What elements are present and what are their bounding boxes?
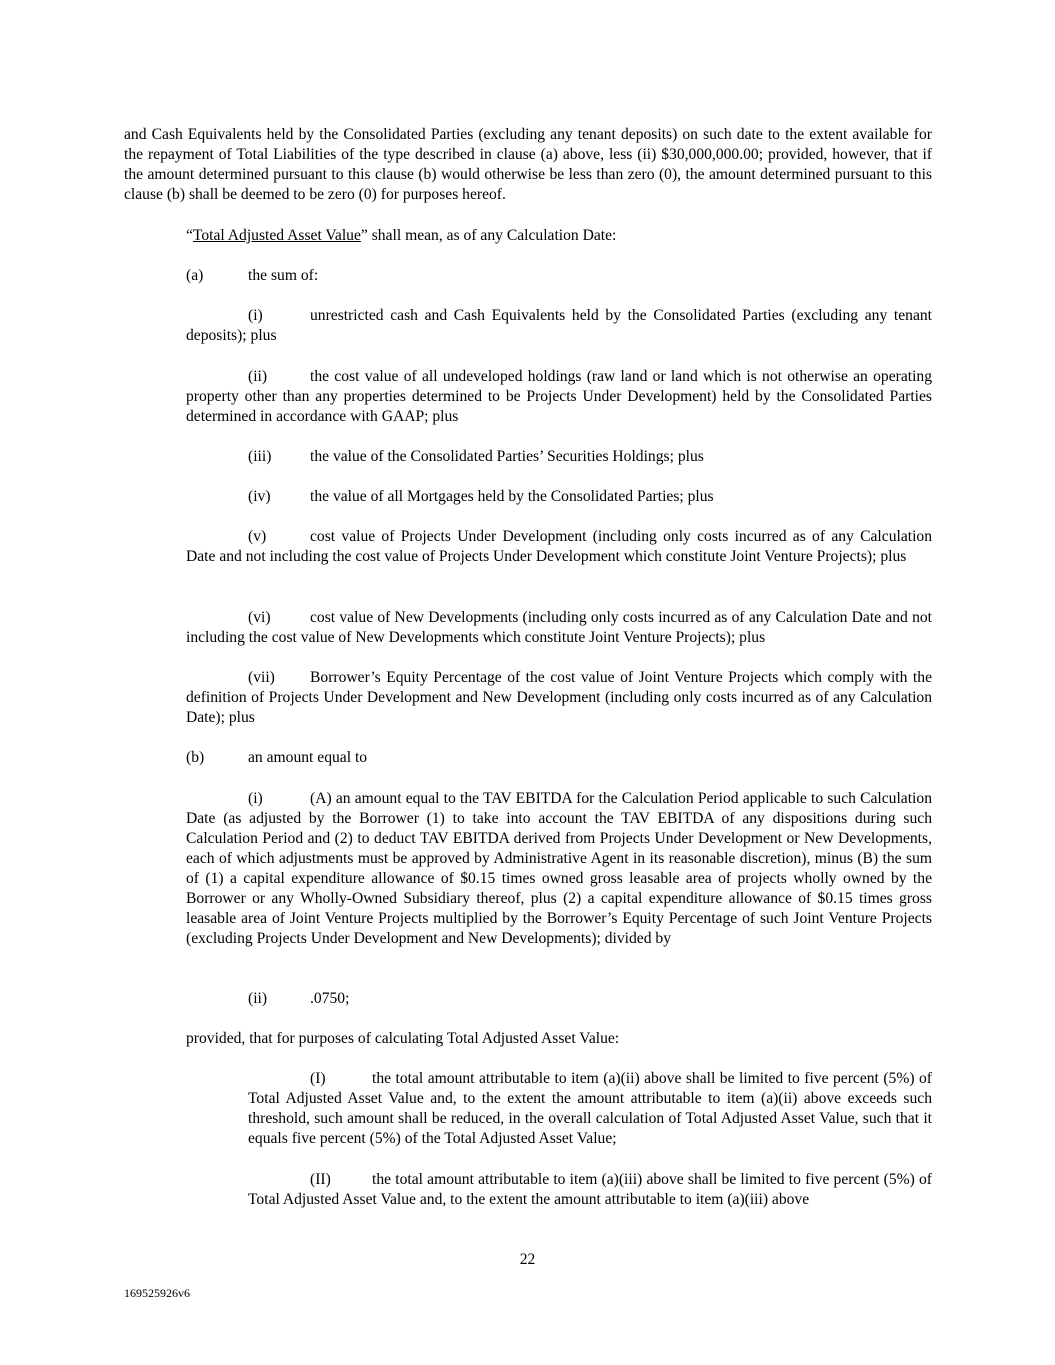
item-text: .0750;: [310, 990, 350, 1007]
clause-a-item-vii: [186, 668, 932, 728]
page-number: 22: [519, 1251, 536, 1268]
clause-a-item-i: [186, 306, 932, 346]
clause-a-text: the sum of:: [248, 267, 319, 284]
clause-b: [186, 748, 932, 768]
item-number: (vi): [248, 609, 271, 626]
clause-a-item-iii: [186, 447, 932, 467]
clause-a-item-vi: [186, 608, 932, 648]
item-number: (iii): [248, 448, 272, 465]
clause-b-number: (b): [186, 749, 205, 766]
intro-paragraph: and Cash Equivalents held by the Consolidated Parties (excluding any tenant deposits) on such date to the extent available for the repayment of Total Liabilities of the type described in clause (a) above, less (ii) $30,000,000.00; provided, however, that if the amount determined pursuant to this clause (b) would otherwise be less than zero (0), the amount determined pursuant to this clause (b) shall be deemed to be zero (0) for purposes hereof.: [124, 126, 932, 203]
clause-b-item-ii: [186, 989, 932, 1009]
clause-a-item-iv: [186, 487, 932, 507]
item-number: (I): [310, 1070, 326, 1087]
proviso: provided, that for purposes of calculating Total Adjusted Asset Value:: [186, 1030, 620, 1047]
document-id: 169525926v6: [124, 1286, 190, 1300]
clause-a: [186, 266, 932, 286]
item-text: Borrower’s Equity Percentage of the cost value of Joint Venture Projects which comply with the definition of Projects Under Development and New Development (including only costs incurred as of any Calculation Date); plus: [186, 669, 932, 726]
item-text: the value of all Mortgages held by the Consolidated Parties; plus: [310, 488, 714, 505]
clause-a-item-v: [186, 527, 932, 567]
item-number: (vii): [248, 669, 275, 686]
clause-a-item-ii: [186, 367, 932, 427]
item-text: the value of the Consolidated Parties’ Securities Holdings; plus: [310, 448, 704, 465]
clause-b-item-i: [186, 789, 932, 949]
item-number: (II): [310, 1171, 331, 1188]
item-number: (v): [248, 528, 267, 545]
defined-term: Total Adjusted Asset Value: [192, 227, 361, 244]
definition-open-quote: “: [186, 227, 193, 244]
item-text: unrestricted cash and Cash Equivalents held by the Consolidated Parties (excluding any tenant deposits); plus: [186, 307, 932, 344]
definition-rest: ” shall mean, as of any Calculation Date:: [360, 227, 617, 244]
clause-a-number: (a): [186, 267, 204, 284]
definition-heading: [186, 226, 932, 246]
item-text: the cost value of all undeveloped holdings (raw land or land which is not otherwise an operating property other than any properties determined to be Projects Under Development) held by the Consolidated Parties determined in accordance with GAAP; plus: [186, 368, 932, 425]
item-number: (ii): [248, 368, 268, 385]
item-number: (ii): [248, 990, 268, 1007]
limit-item-II: [248, 1170, 932, 1210]
item-number: (i): [248, 790, 263, 807]
item-text: the total amount attributable to item (a)(ii) above shall be limited to five percent (5%) of Total Adjusted Asset Value and, to the extent the amount attributable to item (a)(ii) above exceeds such threshold, such amount shall be reduced, in the overall calculation of Total Adjusted Asset Value, such that it equals five percent (5%) of the Total Adjusted Asset Value;: [248, 1070, 932, 1147]
item-text: the total amount attributable to item (a)(iii) above shall be limited to five percent (5%) of Total Adjusted Asset Value and, to the extent the amount attributable to item (a)(iii) above: [248, 1171, 932, 1208]
item-text: (A) an amount equal to the TAV EBITDA for the Calculation Period applicable to such Calculation Date (as adjusted by the Borrower (1) to take into account the TAV EBITDA of any dispositions during such Calculation Period and (2) to deduct TAV EBITDA derived from Projects Under Development or New Developments, each of which adjustments must be approved by Administrative Agent in its reasonable discretion), minus (B) the sum of (1) a capital expenditure allowance of $0.15 times owned gross leasable area of projects wholly owned by the Borrower or any Wholly-Owned Subsidiary thereof, plus (2) a capital expenditure allowance of $0.15 times gross leasable area of Joint Venture Projects multiplied by the Borrower’s Equity Percentage of such Joint Venture Projects (excluding Projects Under Development and New Developments); divided by: [186, 790, 932, 947]
limit-item-I: [248, 1069, 932, 1149]
item-number: (iv): [248, 488, 271, 505]
clause-b-text: an amount equal to: [248, 749, 368, 766]
item-text: cost value of New Developments (including only costs incurred as of any Calculation Date and not including the cost value of New Developments which constitute Joint Venture Projects); plus: [186, 609, 932, 646]
item-text: cost value of Projects Under Development (including only costs incurred as of any Calculation Date and not including the cost value of Projects Under Development which constitute Joint Venture Projects); plus: [186, 528, 932, 565]
item-number: (i): [248, 307, 263, 324]
